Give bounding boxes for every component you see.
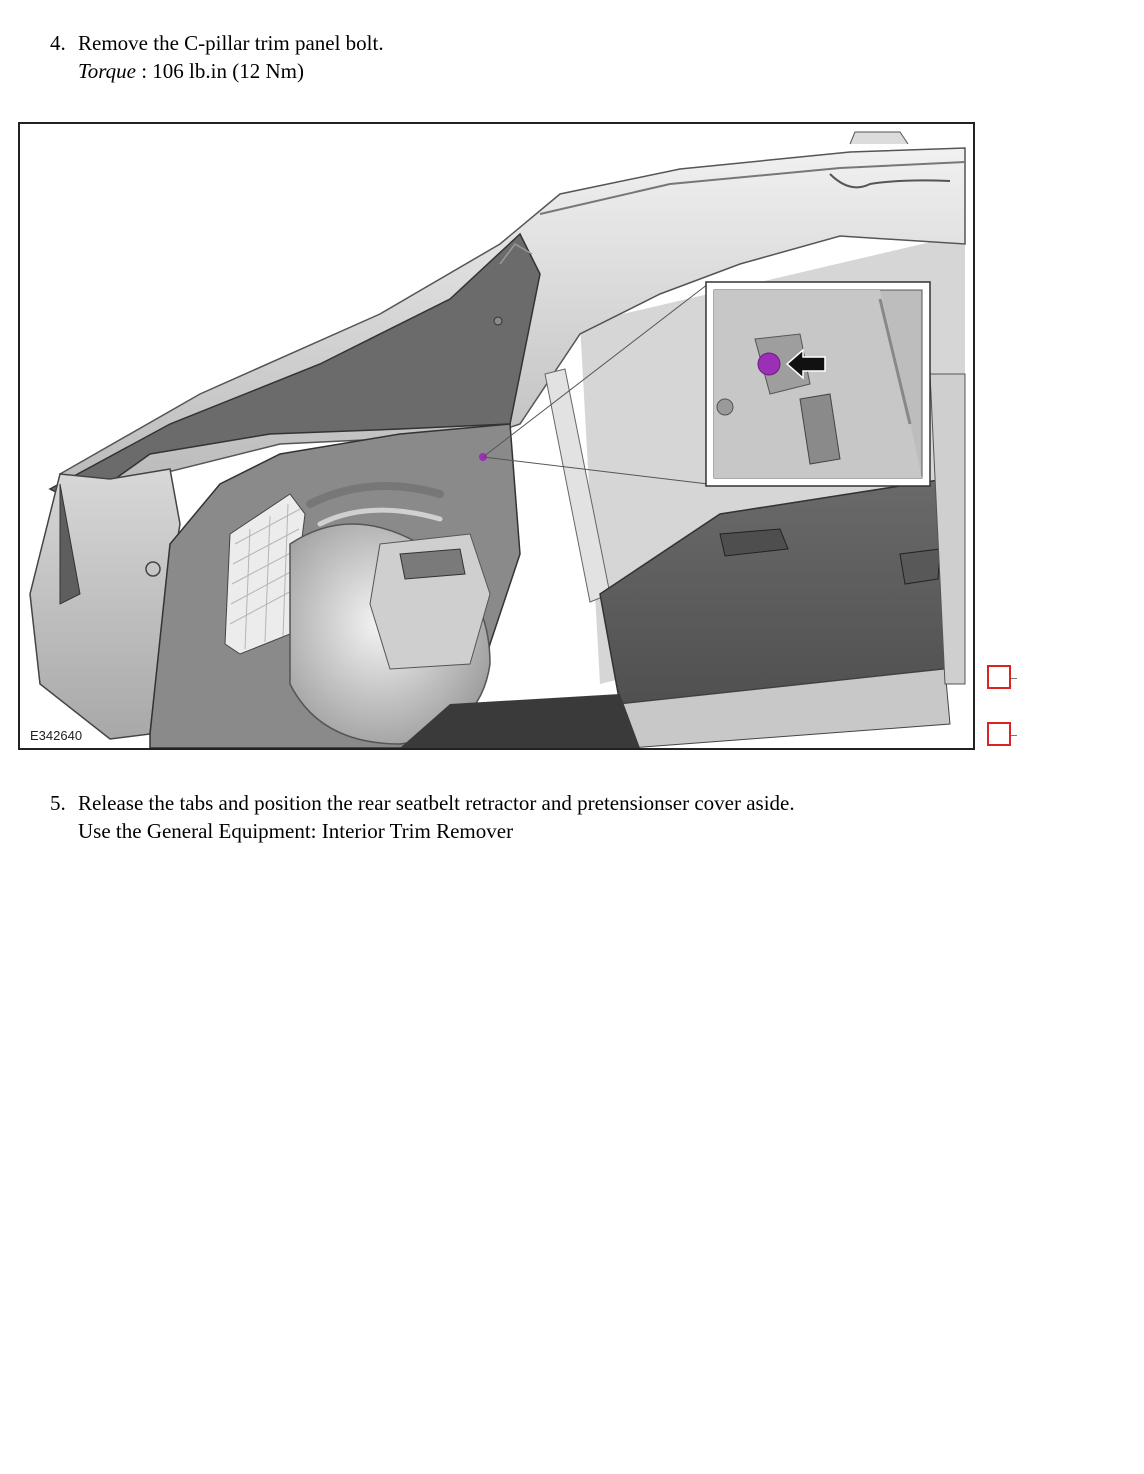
figure-id: E342640 xyxy=(26,727,88,744)
step-text: Remove the C-pillar trim panel bolt. xyxy=(78,31,384,55)
step-5-line xyxy=(50,789,795,817)
step-5 xyxy=(50,789,795,845)
torque-label: Torque xyxy=(78,59,136,83)
torque-spec xyxy=(50,57,384,85)
annotation-checkbox[interactable] xyxy=(987,722,1011,746)
torque-value: : 106 lb.in (12 Nm) xyxy=(141,59,304,83)
detail-callout xyxy=(706,282,930,486)
equipment-note: Use the General Equipment: Interior Trim Remover xyxy=(78,819,514,843)
step-4 xyxy=(50,29,384,85)
step-number: 5. xyxy=(50,791,66,815)
bolt-highlight xyxy=(758,353,780,375)
procedure-illustration xyxy=(18,122,975,750)
step-text: Release the tabs and position the rear seatbelt retractor and pretensionser cover aside. xyxy=(78,791,795,815)
step-4-line xyxy=(50,29,384,57)
vehicle-illustration xyxy=(20,124,973,748)
step-number: 4. xyxy=(50,31,66,55)
annotation-checkbox[interactable] xyxy=(987,665,1011,689)
